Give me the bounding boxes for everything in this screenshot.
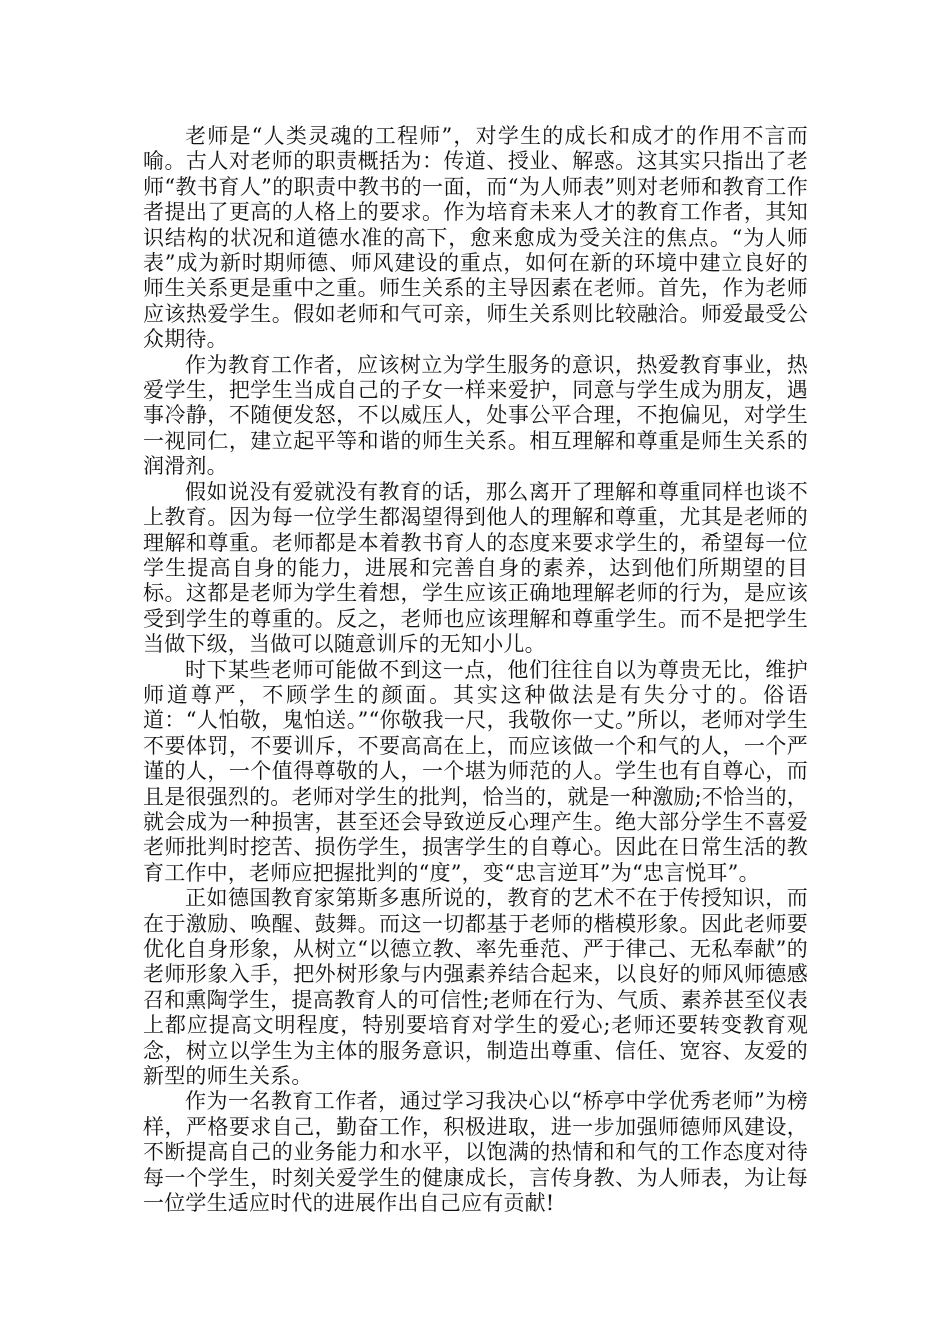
paragraph-5: 正如德国教育家第斯多惠所说的，教育的艺术不在于传授知识，而在于激励、唤醒、鼓舞。而这一切都基于老师的楷模形象。因此老师要优化自身形象，从树立“以德立教、率先垂范、严于律己、无私奉献”的老师形象入手，把外树形象与内强素养结合起来，以良好的师风师德感召和熏陶学生，提高教育人的可信性;老师在行为、气质、素养甚至仪表上都应提高文明程度，特别要培育对学生的爱心;老师还要转变教育观念，树立以学生为主体的服务意识，制造出尊重、信任、宽容、友爱的新型的师生关系。 [143, 886, 808, 1089]
document-body [143, 124, 808, 1216]
paragraph-3: 假如说没有爱就没有教育的话，那么离开了理解和尊重同样也谈不上教育。因为每一位学生都渴望得到他人的理解和尊重，尤其是老师的理解和尊重。老师都是本着教书育人的态度来要求学生的，希望每一位学生提高自身的能力，进展和完善自身的素养，达到他们所期望的目标。这都是老师为学生着想，学生应该正确地理解老师的行为，是应该受到学生的尊重的。反之，老师也应该理解和尊重学生。而不是把学生当做下级，当做可以随意训斥的无知小儿。 [143, 479, 808, 657]
paragraph-1: 老师是“人类灵魂的工程师”，对学生的成长和成才的作用不言而喻。古人对老师的职责概括为：传道、授业、解惑。这其实只指出了老师“教书育人”的职责中教书的一面，而“为人师表”则对老师和教育工作者提出了更高的人格上的要求。作为培育未来人才的教育工作者，其知识结构的状况和道德水准的高下，愈来愈成为受关注的焦点。“为人师表”成为新时期师德、师风建设的重点，如何在新的环境中建立良好的师生关系更是重中之重。师生关系的主导因素在老师。首先，作为老师应该热爱学生。假如老师和气可亲，师生关系则比较融洽。师爱最受公众期待。 [143, 124, 808, 352]
paragraph-4: 时下某些老师可能做不到这一点，他们往往自以为尊贵无比，维护师道尊严，不顾学生的颜面。其实这种做法是有失分寸的。俗语道：“人怕敬，鬼怕送。”“你敬我一尺，我敬你一丈。”所以，老师对学生不要体罚，不要训斥，不要高高在上，而应该做一个和气的人，一个严谨的人，一个值得尊敬的人，一个堪为师范的人。学生也有自尊心，而且是很强烈的。老师对学生的批判，恰当的，就是一种激励;不恰当的，就会成为一种损害，甚至还会导致逆反心理产生。绝大部分学生不喜爱老师批判时挖苦、损伤学生，损害学生的自尊心。因此在日常生活的教育工作中，老师应把握批判的“度”，变“忠言逆耳”为“忠言悦耳”。 [143, 657, 808, 885]
paragraph-6: 作为一名教育工作者，通过学习我决心以“桥亭中学优秀老师”为榜样，严格要求自己，勤奋工作，积极进取，进一步加强师德师风建设，不断提高自己的业务能力和水平，以饱满的热情和和气的工作态度对待每一个学生，时刻关爱学生的健康成长，言传身教、为人师表，为让每一位学生适应时代的进展作出自己应有贡献! [143, 1089, 808, 1216]
paragraph-2: 作为教育工作者，应该树立为学生服务的意识，热爱教育事业，热爱学生，把学生当成自己的子女一样来爱护，同意与学生成为朋友，遇事冷静，不随便发怒，不以威压人，处事公平合理，不抱偏见，对学生一视同仁，建立起平等和谐的师生关系。相互理解和尊重是师生关系的润滑剂。 [143, 352, 808, 479]
